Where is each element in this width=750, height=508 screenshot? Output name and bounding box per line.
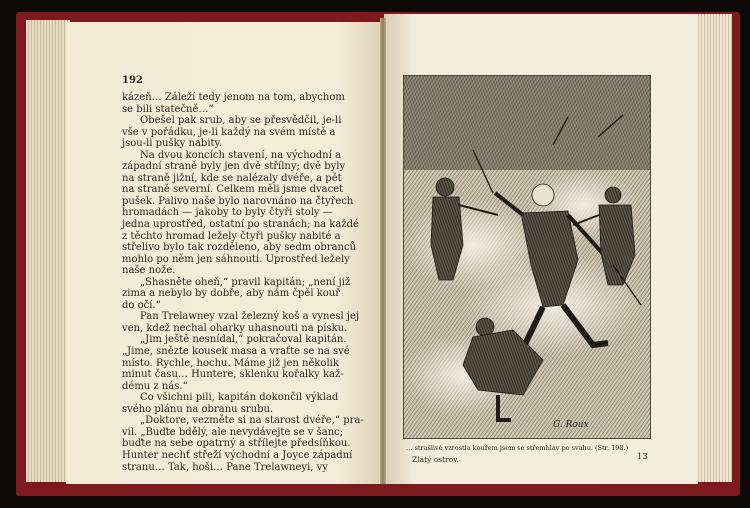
text-line: „Shasněte oheň,“ pravil kapitán; „není již: [140, 276, 351, 288]
text-line: „Doktore, vezměte si na starost dvéře,“ pra-: [140, 415, 364, 427]
text-line: zima a nebylo by dobře, aby nám čpěl kouř: [122, 288, 340, 300]
book-signature: Zlatý ostrov.: [412, 455, 459, 464]
text-line: kázeň… Záleží tedy jenom na tom, abychom: [122, 92, 345, 103]
sheet-number: 13: [637, 452, 648, 462]
text-line: Hunter nechť střeží východní a Joyce západní: [122, 449, 353, 461]
illustration-signature: G. Roux: [553, 420, 589, 430]
text-line: západní straně byly jen dvě střílny; dvě byly: [122, 161, 346, 173]
text-line: na straně severní. Celkem měli jsme dvacet: [122, 184, 344, 196]
text-line: mohlo po něm jen sáhnouti. Uprostřed ležely: [122, 253, 350, 265]
text-line: místo. Rychle, hochu. Máme již jen několik: [122, 357, 339, 369]
text-line: hromadách — jakoby to byly čtyři stoly —: [122, 207, 333, 219]
page-number: 192: [122, 75, 143, 86]
text-line: Pan Trelawney vzal železný koš a vynesl jej: [140, 311, 360, 323]
text-line: „Jim ještě nesnídal,“ pokračoval kapitán.: [140, 334, 347, 346]
text-line: „Jime, snězte kousek masa a vraťte se na své: [122, 346, 350, 358]
left-page-edges: [26, 20, 70, 482]
text-line: pušek. Palivo naše bylo narovnáno na čtyřech: [122, 195, 354, 207]
text-line: jsou-li pušky nabity.: [122, 138, 223, 150]
text-line: se bili statečně…“: [122, 103, 214, 115]
text-line: střelivo bylo tak rozděleno, aby sedm obranců: [122, 242, 357, 254]
text-line: naše nože.: [122, 265, 176, 277]
book-gutter: [380, 18, 386, 484]
text-line: vše v pořádku, je-li každý na svém místě a: [122, 126, 336, 138]
text-line: z těchto hromad ležely čtyři pušky nabité a: [122, 230, 341, 242]
text-line: buďte na sebe opatrný a střílejte předsíňkou.: [122, 438, 351, 450]
text-line: stranu… Tak, hoši… Pane Trelawneyi, vy: [122, 461, 328, 473]
text-line: dému z nás.“: [122, 380, 188, 392]
text-line: ven, kdež nechal oharky uhasnouti na písku.: [122, 322, 348, 334]
text-line: Obešel pak srub, aby se přesvědčil, je-li: [140, 115, 342, 127]
body-text: [122, 92, 364, 473]
text-line: na straně jižní, kde se nalézaly dvéře, a pět: [122, 172, 342, 184]
text-line: jedna uprostřed, ostatní po stranách; na každé: [122, 219, 359, 231]
text-line: vil. „Buďte bdělý, ale nevydávejte se v šanc;: [122, 426, 344, 438]
text-line: Na dvou koncích stavení, na východní a: [140, 149, 341, 161]
text-line: do očí.“: [122, 299, 161, 311]
text-line: Co všichni pili, kapitán dokončil výklad: [140, 392, 339, 404]
illustration-caption: … strašlivé vzrostla kouřem jsem se střemhlav po svahu. (Str. 198.): [406, 444, 629, 452]
text-line: minut času… Huntere, sklenku kořalky kaž-: [122, 369, 344, 381]
text-line: svého plánu na obranu srubu.: [122, 403, 274, 415]
engraving-illustration: [403, 75, 651, 439]
